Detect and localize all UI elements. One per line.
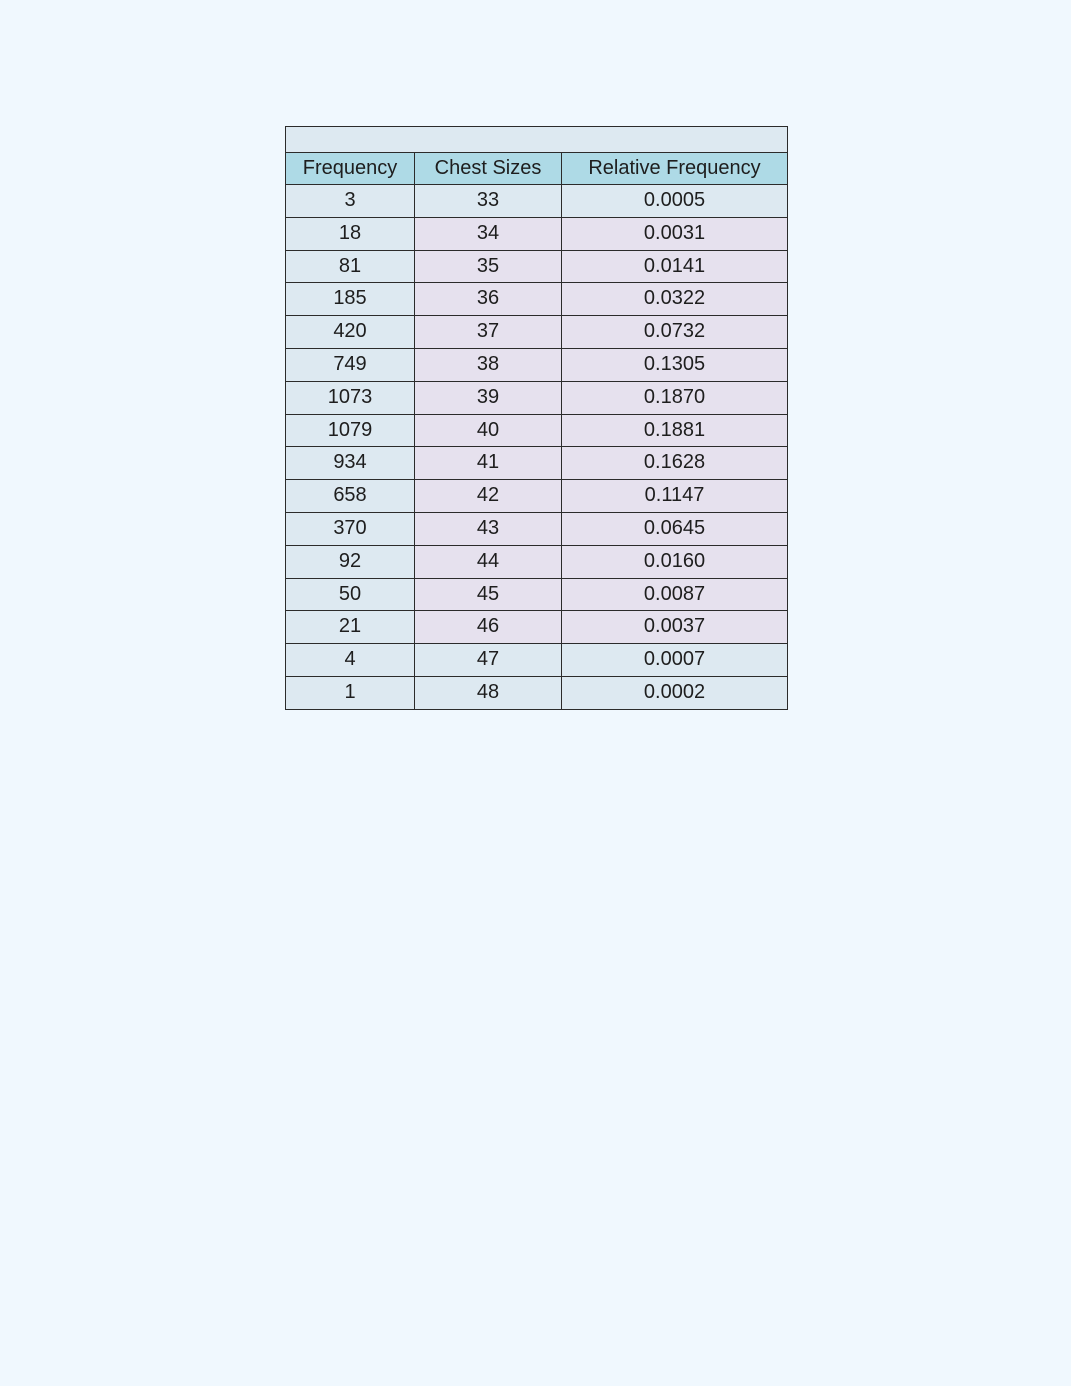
table-row	[286, 217, 788, 250]
relative-frequency-cell: 0.0645	[562, 512, 788, 545]
chest-size-cell: 47	[415, 644, 562, 677]
frequency-cell: 50	[286, 578, 415, 611]
relative-frequency-cell: 0.1870	[562, 381, 788, 414]
table-body	[286, 185, 788, 710]
chest-size-cell: 43	[415, 512, 562, 545]
chest-size-cell: 36	[415, 283, 562, 316]
frequency-cell: 1073	[286, 381, 415, 414]
relative-frequency-cell: 0.0141	[562, 250, 788, 283]
chest-size-cell: 33	[415, 185, 562, 218]
chest-size-cell: 42	[415, 480, 562, 513]
table-row	[286, 545, 788, 578]
relative-frequency-cell: 0.1881	[562, 414, 788, 447]
column-header-chest-sizes: Chest Sizes	[415, 153, 562, 185]
chest-size-cell: 35	[415, 250, 562, 283]
frequency-cell: 185	[286, 283, 415, 316]
chest-size-cell: 48	[415, 676, 562, 709]
table-row	[286, 185, 788, 218]
table-row	[286, 250, 788, 283]
frequency-cell: 420	[286, 316, 415, 349]
frequency-cell: 4	[286, 644, 415, 677]
chest-size-cell: 44	[415, 545, 562, 578]
relative-frequency-cell: 0.0160	[562, 545, 788, 578]
frequency-cell: 81	[286, 250, 415, 283]
frequency-cell: 3	[286, 185, 415, 218]
table-row	[286, 676, 788, 709]
frequency-cell: 21	[286, 611, 415, 644]
frequency-cell: 658	[286, 480, 415, 513]
table-title	[286, 127, 788, 153]
chest-size-cell: 40	[415, 414, 562, 447]
table-row	[286, 480, 788, 513]
table-row	[286, 447, 788, 480]
table-row	[286, 381, 788, 414]
table-row	[286, 348, 788, 381]
column-header-relative-frequency: Relative Frequency	[562, 153, 788, 185]
table-row	[286, 316, 788, 349]
chest-size-cell: 39	[415, 381, 562, 414]
chest-size-cell: 34	[415, 217, 562, 250]
chest-size-cell: 45	[415, 578, 562, 611]
table-row	[286, 578, 788, 611]
relative-frequency-cell: 0.0732	[562, 316, 788, 349]
frequency-cell: 92	[286, 545, 415, 578]
frequency-table-container	[285, 126, 787, 710]
table-row	[286, 414, 788, 447]
table-row	[286, 644, 788, 677]
table-row	[286, 611, 788, 644]
table-row	[286, 283, 788, 316]
relative-frequency-cell: 0.1305	[562, 348, 788, 381]
frequency-cell: 370	[286, 512, 415, 545]
chest-size-cell: 37	[415, 316, 562, 349]
column-header-frequency: Frequency	[286, 153, 415, 185]
frequency-table	[285, 126, 788, 710]
table-title-row	[286, 127, 788, 153]
relative-frequency-cell: 0.0037	[562, 611, 788, 644]
chest-size-cell: 38	[415, 348, 562, 381]
frequency-cell: 934	[286, 447, 415, 480]
frequency-cell: 18	[286, 217, 415, 250]
chest-size-cell: 46	[415, 611, 562, 644]
relative-frequency-cell: 0.0087	[562, 578, 788, 611]
relative-frequency-cell: 0.0007	[562, 644, 788, 677]
frequency-cell: 1079	[286, 414, 415, 447]
frequency-cell: 1	[286, 676, 415, 709]
table-row	[286, 512, 788, 545]
relative-frequency-cell: 0.0005	[562, 185, 788, 218]
relative-frequency-cell: 0.0002	[562, 676, 788, 709]
table-header-row	[286, 153, 788, 185]
chest-size-cell: 41	[415, 447, 562, 480]
relative-frequency-cell: 0.1147	[562, 480, 788, 513]
relative-frequency-cell: 0.0031	[562, 217, 788, 250]
relative-frequency-cell: 0.1628	[562, 447, 788, 480]
frequency-cell: 749	[286, 348, 415, 381]
relative-frequency-cell: 0.0322	[562, 283, 788, 316]
